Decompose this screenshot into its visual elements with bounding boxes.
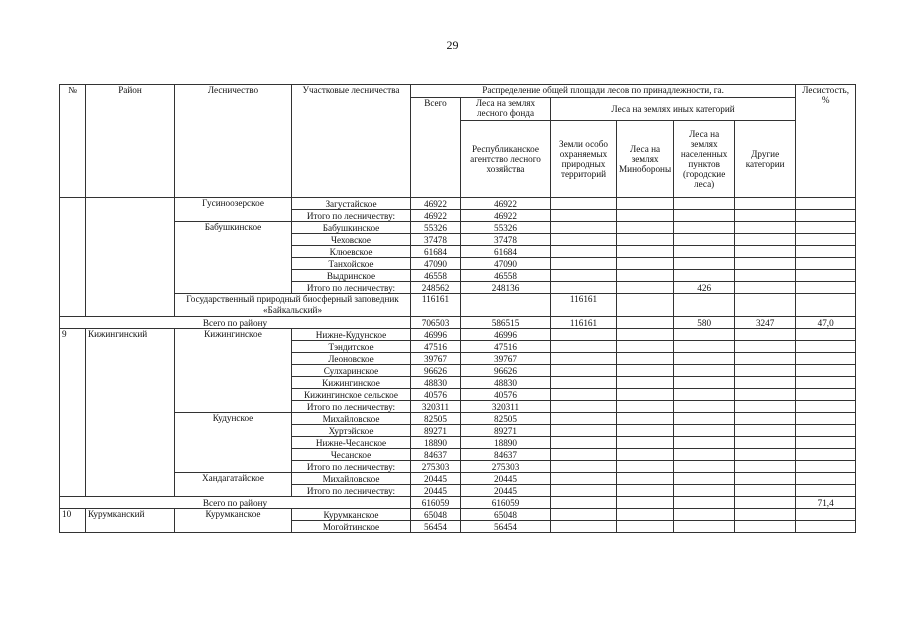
cell-fund: 47516 <box>461 341 551 353</box>
cell-fund: 586515 <box>461 317 551 329</box>
cell-total: 82505 <box>411 413 461 425</box>
table-row-district-total <box>60 497 856 509</box>
cell-fund: 20445 <box>461 485 551 497</box>
header-forest-cover: Лесистость, % <box>796 85 856 198</box>
row-number: 10 <box>60 509 86 533</box>
cell-fund: 18890 <box>461 437 551 449</box>
cell-total: 46996 <box>411 329 461 341</box>
cell-fund: 20445 <box>461 473 551 485</box>
sub-forestry-name: Выдринское <box>292 270 411 282</box>
table-row <box>60 294 856 317</box>
sub-forestry-name: Сулхаринское <box>292 365 411 377</box>
cell-total: 20445 <box>411 473 461 485</box>
forestry-name: Бабушкинское <box>175 222 292 294</box>
cell-other: 3247 <box>735 317 796 329</box>
forestry-name: Кижингинское <box>175 329 292 413</box>
header-other: Другие категории <box>735 121 796 198</box>
cell-fund: 616059 <box>461 497 551 509</box>
cell-total: 20445 <box>411 485 461 497</box>
forestry-name: Гусиноозерское <box>175 198 292 222</box>
table-row <box>60 329 856 341</box>
table-row <box>60 509 856 521</box>
table-row-district-total <box>60 317 856 329</box>
district-name: Кижингинский <box>86 329 175 497</box>
cell-total: 40576 <box>411 389 461 401</box>
cell-total: 320311 <box>411 401 461 413</box>
header-sub-forestry: Участковые лесничества <box>292 85 411 198</box>
cell-fund: 89271 <box>461 425 551 437</box>
cell-total: 65048 <box>411 509 461 521</box>
cell-fund: 37478 <box>461 234 551 246</box>
cell-settlements: 426 <box>674 282 735 294</box>
forestry-name: Хандагатайское <box>175 473 292 497</box>
cell-fund: 61684 <box>461 246 551 258</box>
header-no: № <box>60 85 86 198</box>
cell-fund: 65048 <box>461 509 551 521</box>
sub-forestry-name: Кижингинское <box>292 377 411 389</box>
sub-forestry-name: Тэндитское <box>292 341 411 353</box>
cell-total: 46922 <box>411 210 461 222</box>
cell-settlements: 580 <box>674 317 735 329</box>
cell-fund: 82505 <box>461 413 551 425</box>
cell-fund: 46558 <box>461 270 551 282</box>
cell-total: 275303 <box>411 461 461 473</box>
cell-total: 89271 <box>411 425 461 437</box>
header-forest-fund-lands: Леса на землях лесного фонда <box>461 98 551 121</box>
cell-total: 61684 <box>411 246 461 258</box>
sub-forestry-name: Итого по лесничеству: <box>292 461 411 473</box>
cell-fund: 46922 <box>461 210 551 222</box>
sub-forestry-name: Хуртэйское <box>292 425 411 437</box>
sub-forestry-name: Итого по лесничеству: <box>292 210 411 222</box>
sub-forestry-name: Загустайское <box>292 198 411 210</box>
cell-fund: 96626 <box>461 365 551 377</box>
table-row <box>60 198 856 210</box>
table-row <box>60 413 856 425</box>
forestry-name: Кудунское <box>175 413 292 473</box>
header-forestry: Лесничество <box>175 85 292 198</box>
district-name: Курумканский <box>86 509 175 533</box>
sub-forestry-name: Михайловское <box>292 413 411 425</box>
cell-fund: 320311 <box>461 401 551 413</box>
cell-total: 616059 <box>411 497 461 509</box>
sub-forestry-name: Леоновское <box>292 353 411 365</box>
cell-fund: 56454 <box>461 521 551 533</box>
header-republican-agency: Республиканское агентство лесного хозяйства <box>461 121 551 198</box>
header-protected-areas: Земли особо охраняемых природных территорий <box>551 121 617 198</box>
cell-total: 84637 <box>411 449 461 461</box>
cell-protected: 116161 <box>551 294 617 317</box>
cell-fund: 46996 <box>461 329 551 341</box>
cell-total: 46922 <box>411 198 461 210</box>
sub-forestry-name: Итого по лесничеству: <box>292 485 411 497</box>
cell-fund: 275303 <box>461 461 551 473</box>
district-total-label: Всего по району <box>60 497 411 509</box>
sub-forestry-name: Клюевское <box>292 246 411 258</box>
cell-fund: 55326 <box>461 222 551 234</box>
cell-total: 96626 <box>411 365 461 377</box>
cell-total: 46558 <box>411 270 461 282</box>
header-settlements: Леса на землях населенных пунктов (городские леса) <box>674 121 735 198</box>
cell-fund: 47090 <box>461 258 551 270</box>
sub-forestry-name: Танхойское <box>292 258 411 270</box>
sub-forestry-name: Нижне-Чесанское <box>292 437 411 449</box>
sub-forestry-name: Чесанское <box>292 449 411 461</box>
sub-forestry-name: Бабушкинское <box>292 222 411 234</box>
cell-total: 47090 <box>411 258 461 270</box>
reserve-name: Государственный природный биосферный заповедник «Байкальский» <box>175 294 411 317</box>
cell-fund: 39767 <box>461 353 551 365</box>
sub-forestry-name: Чеховское <box>292 234 411 246</box>
sub-forestry-name: Могойтинское <box>292 521 411 533</box>
forestry-name: Курумканское <box>175 509 292 533</box>
cell-forest-cover: 71,4 <box>796 497 856 509</box>
cell-total: 116161 <box>411 294 461 317</box>
forest-distribution-table <box>59 84 856 533</box>
cell-total: 56454 <box>411 521 461 533</box>
cell-protected: 116161 <box>551 317 617 329</box>
cell-total: 47516 <box>411 341 461 353</box>
cell-fund: 46922 <box>461 198 551 210</box>
sub-forestry-name: Итого по лесничеству: <box>292 401 411 413</box>
page-number: 29 <box>446 38 459 52</box>
row-number: 9 <box>60 329 86 497</box>
header-district: Район <box>86 85 175 198</box>
cell-fund: 248136 <box>461 282 551 294</box>
cell-total: 706503 <box>411 317 461 329</box>
sub-forestry-name: Курумканское <box>292 509 411 521</box>
header-distribution: Распределение общей площади лесов по принадлежности, га. <box>411 85 796 98</box>
header-total: Всего <box>411 98 461 198</box>
cell-fund: 84637 <box>461 449 551 461</box>
cell-total: 55326 <box>411 222 461 234</box>
cell-total: 39767 <box>411 353 461 365</box>
table-row <box>60 222 856 234</box>
district-total-label: Всего по району <box>60 317 411 329</box>
header-other-categories: Леса на землях иных категорий <box>551 98 796 121</box>
cell-fund: 40576 <box>461 389 551 401</box>
header-ministry-of-defense: Леса на землях Минобороны <box>617 121 674 198</box>
cell-forest-cover: 47,0 <box>796 317 856 329</box>
sub-forestry-name: Михайловское <box>292 473 411 485</box>
cell-total: 18890 <box>411 437 461 449</box>
cell-total: 37478 <box>411 234 461 246</box>
cell-fund: 48830 <box>461 377 551 389</box>
cell-total: 48830 <box>411 377 461 389</box>
sub-forestry-name: Кижингинское сельское <box>292 389 411 401</box>
cell-total: 248562 <box>411 282 461 294</box>
sub-forestry-name: Нижне-Кудунское <box>292 329 411 341</box>
sub-forestry-name: Итого по лесничеству: <box>292 282 411 294</box>
table-row <box>60 473 856 485</box>
